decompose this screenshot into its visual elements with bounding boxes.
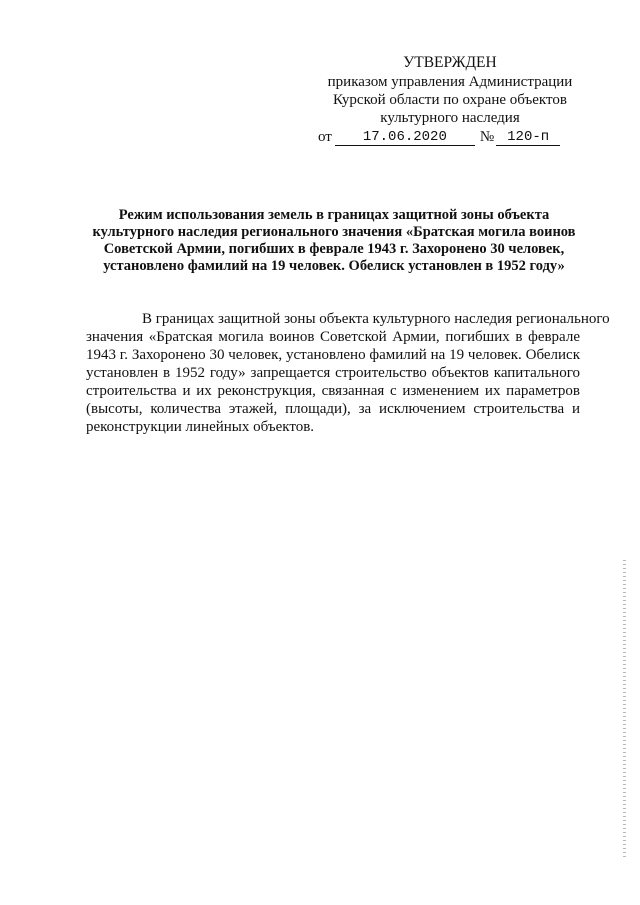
approval-line: Курской области по охране объектов [333,92,567,108]
approval-stamp [318,54,582,146]
body-paragraph [86,310,610,436]
document-title [86,207,582,275]
date-label: от [318,129,332,145]
body-line: значения «Братская могила воинов Советской Армии, погибших в феврале [86,329,580,345]
title-line: установлено фамилий на 19 человек. Обелиск установлен в 1952 году» [103,258,565,274]
scan-edge-marks [623,560,626,860]
body-line: установлен в 1952 году» запрещается строительство объектов капитального [86,365,580,381]
body-line: строительства и их реконструкция, связанная с изменением их параметров [86,383,580,399]
approval-line: культурного наследия [380,110,520,126]
body-line: 1943 г. Захоронено 30 человек, установлено фамилий на 19 человек. Обелиск [86,347,580,363]
approval-header: УТВЕРЖДЕН [403,54,497,71]
title-line: Режим использования земель в границах защитной зоны объекта [118,207,550,223]
title-line: культурного наследия регионального значения «Братская могила воинов [92,224,576,240]
body-line: В границах защитной зоны объекта культурного наследия регионального [142,311,610,327]
title-line: Советской Армии, погибших в феврале 1943 г. Захоронено 30 человек, [103,241,565,257]
body-line: реконструкции линейных объектов. [86,419,315,435]
body-line: (высоты, количества этажей, площади), за исключением строительства и [86,401,580,417]
approval-date-line [318,128,582,146]
approval-date: 17.06.2020 [335,130,475,146]
number-label: № [479,129,495,145]
approval-line: приказом управления Администрации [327,74,573,90]
approval-number: 120-п [496,130,560,146]
